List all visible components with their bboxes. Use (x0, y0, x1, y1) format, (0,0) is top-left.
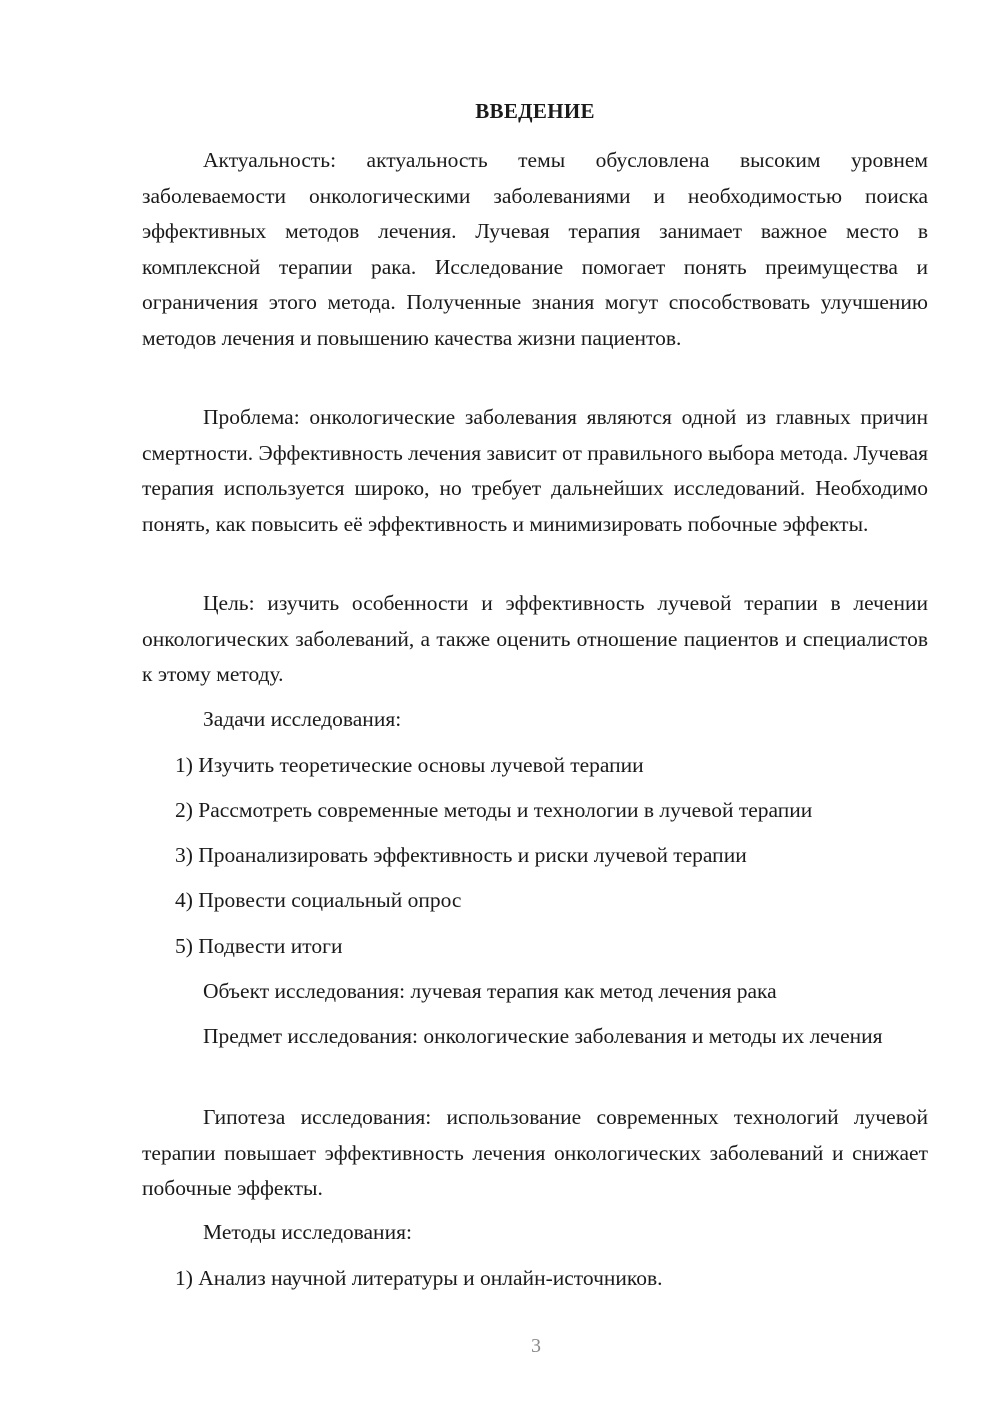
task-item-5: 5) Подвести итоги (175, 934, 343, 958)
task-item-3: 3) Проанализировать эффективность и риски лучевой терапии (175, 843, 747, 867)
methods-heading: Методы исследования: (203, 1220, 412, 1244)
goal-paragraph: Цель: изучить особенности и эффективность лучевой терапии в лечении онкологических заболеваний, а также оценить отношение пациентов и специалистов к этому методу. (142, 591, 928, 686)
page-number: 3 (531, 1335, 541, 1357)
hypothesis-paragraph: Гипотеза исследования: использование современных технологий лучевой терапии повышает эффективность лечения онкологических заболеваний и снижает побочные эффекты. (142, 1105, 928, 1200)
object-line: Объект исследования: лучевая терапия как метод лечения рака (203, 979, 777, 1003)
task-item-4: 4) Провести социальный опрос (175, 888, 462, 912)
task-item-1: 1) Изучить теоретические основы лучевой терапии (175, 753, 644, 777)
relevance-paragraph: Актуальность: актуальность темы обусловлена высоким уровнем заболеваемости онкологическими заболеваниями и необходимостью поиска эффективных методов лечения. Лучевая терапия занимает важное место в комплексной терапии рака. Исследование помогает понять преимущества и ограничения этого метода. Полученные знания могут способствовать улучшению методов лечения и повышению качества жизни пациентов. (142, 148, 928, 350)
subject-paragraph: Предмет исследования: онкологические заболевания и методы их лечения (203, 1024, 883, 1048)
page-title: ВВЕДЕНИЕ (475, 99, 595, 123)
problem-paragraph: Проблема: онкологические заболевания являются одной из главных причин смертности. Эффективность лечения зависит от правильного выбора метода. Лучевая терапия используется широко, но требует дальнейших исследований. Необходимо понять, как повысить её эффективность и минимизировать побочные эффекты. (142, 405, 928, 536)
method-item-1: 1) Анализ научной литературы и онлайн-источников. (175, 1266, 663, 1290)
tasks-heading: Задачи исследования: (203, 707, 402, 731)
task-item-2: 2) Рассмотреть современные методы и технологии в лучевой терапии (175, 798, 813, 822)
